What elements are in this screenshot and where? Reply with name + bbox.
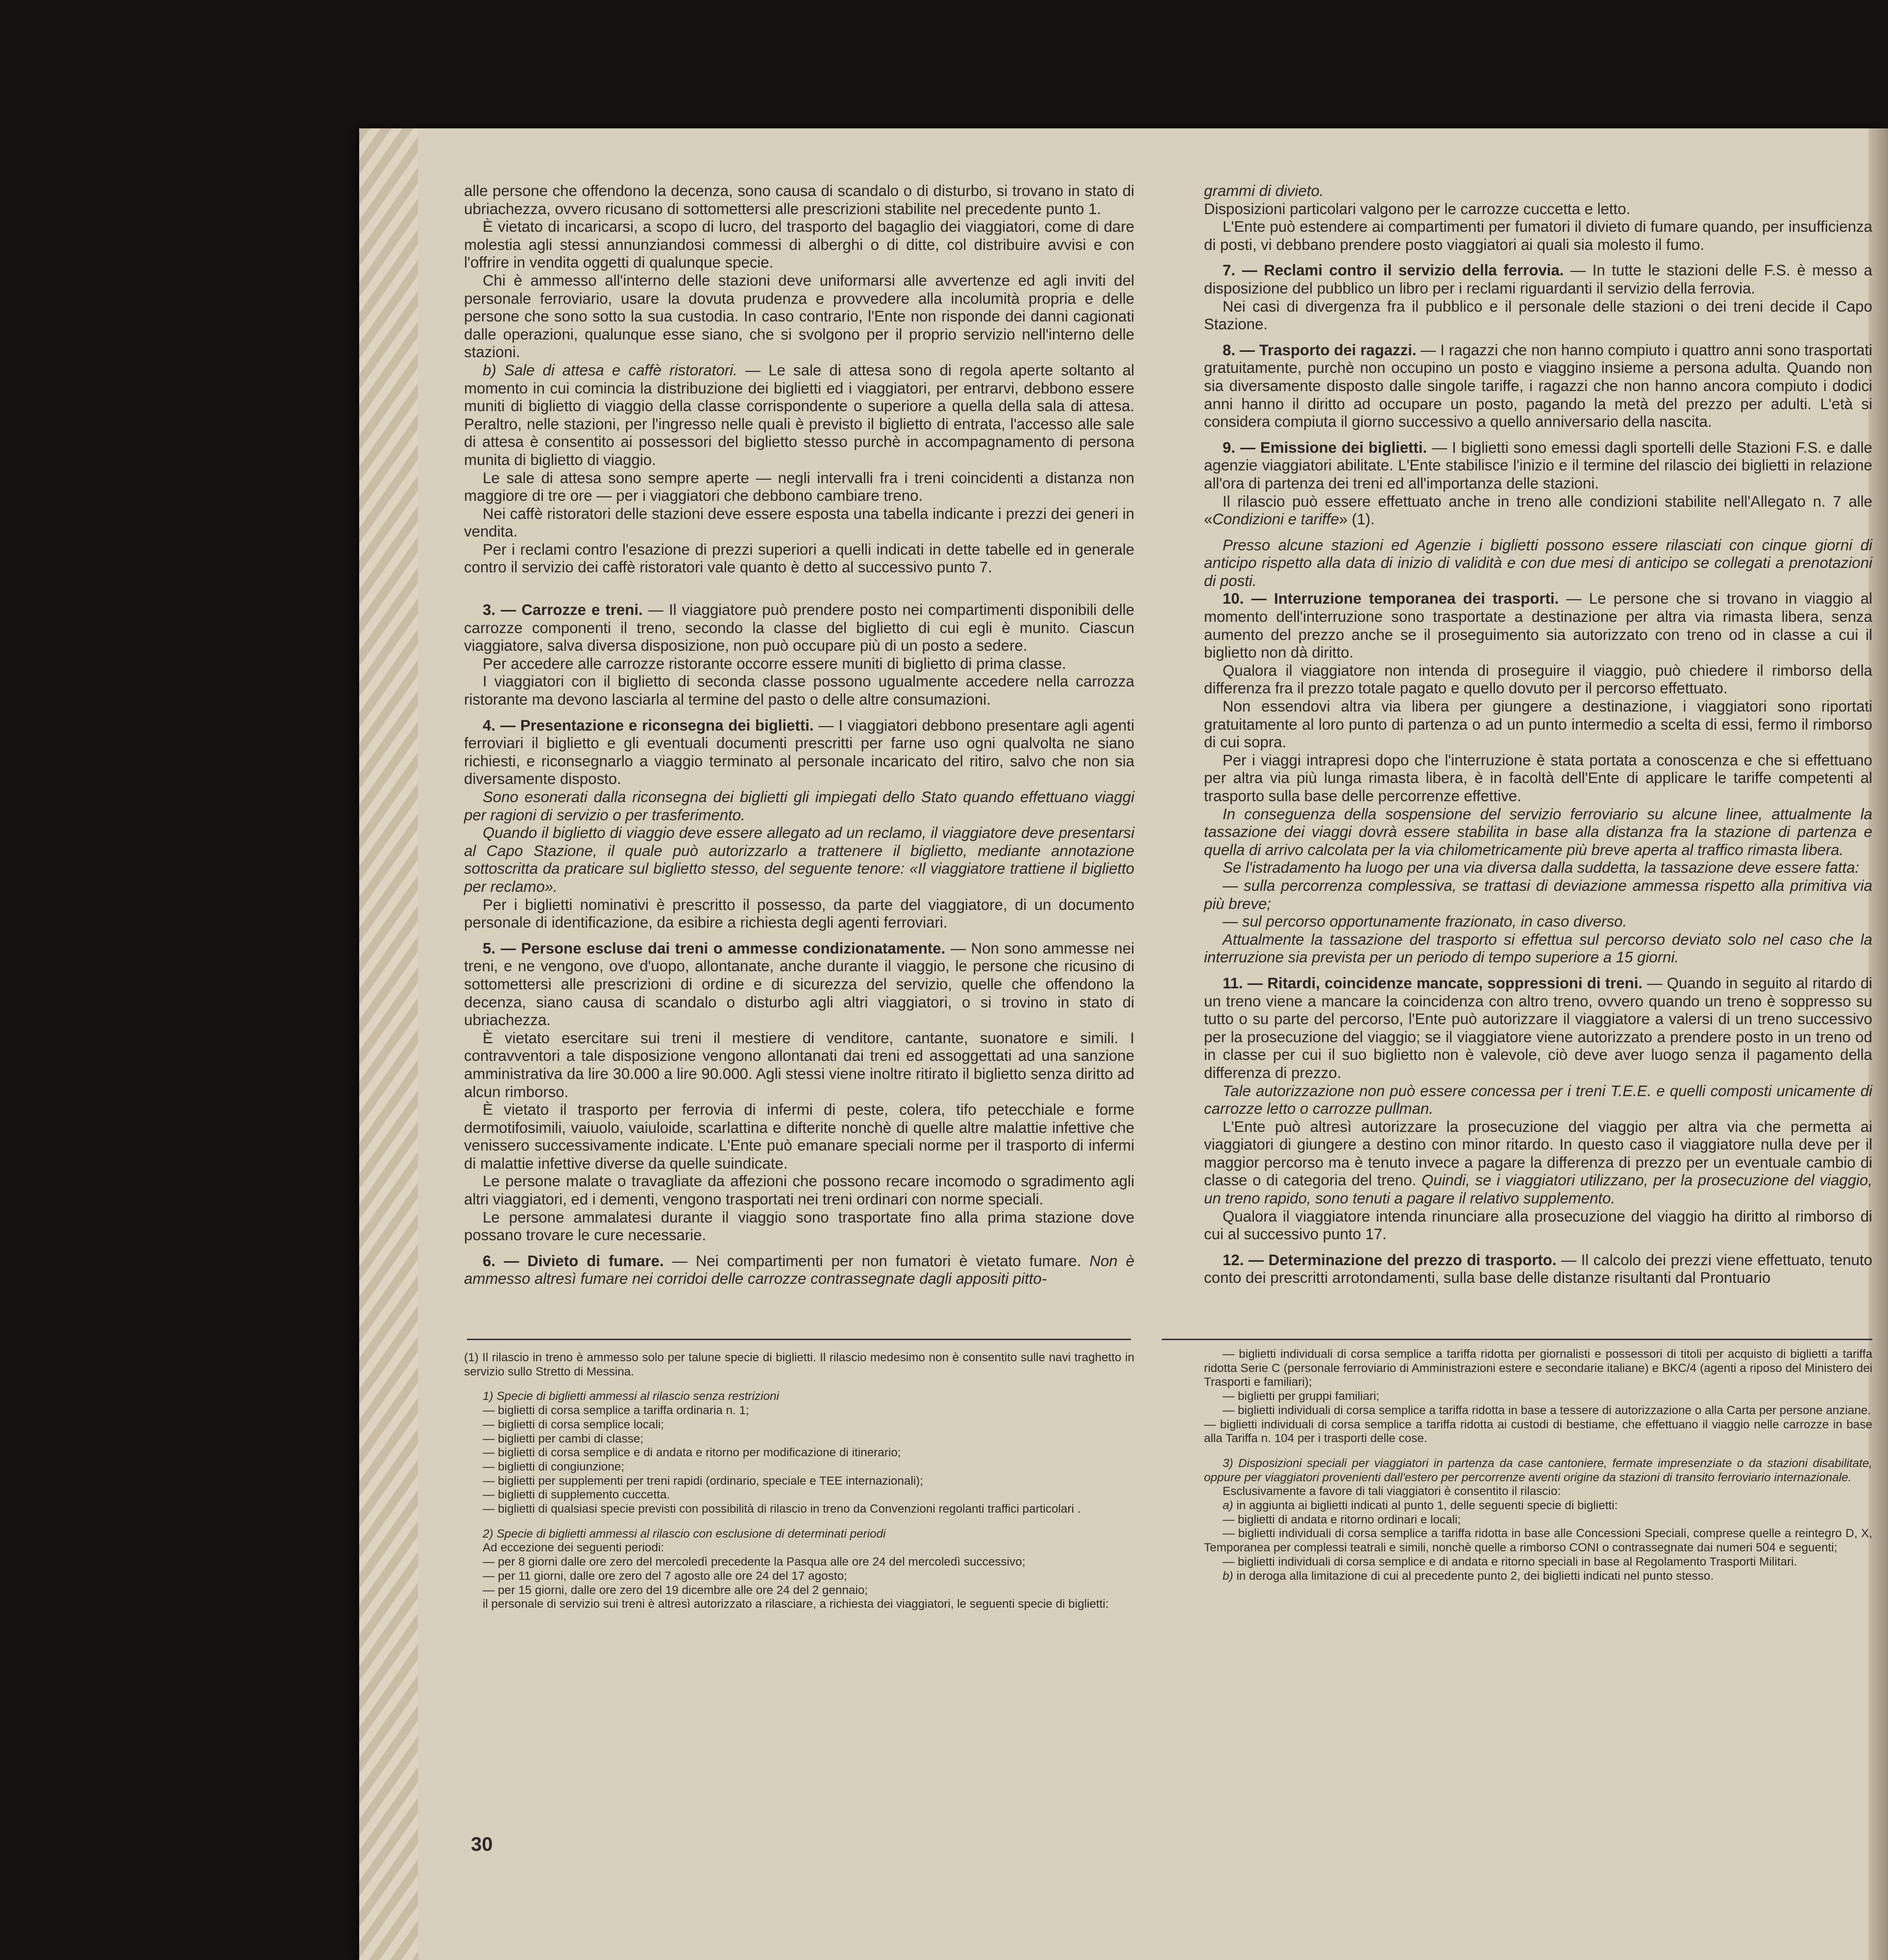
paragraph: (1) Il rilascio in treno è ammesso solo per talune specie di biglietti. Il rilascio medesimo non è consentito sulle navi traghetto in servizio sullo Stretto di Messina. <box>464 1351 1134 1378</box>
paragraph: 12. — Determinazione del prezzo di trasporto. — Il calcolo dei prezzi viene effettuato, tenuto conto dei prescritti arrotondamenti, sulla base delle distanze risultanti dal Prontuario <box>1204 1251 1872 1287</box>
footnotes-right <box>1204 1348 1872 1583</box>
paragraph: L'Ente può estendere ai compartimenti per fumatori il divieto di fumare quando, per insufficienza di posti, vi debbano prendere posto viaggiatori ai quali sia molesto il fumo. <box>1204 218 1872 253</box>
paragraph: L'Ente può altresì autorizzare la prosecuzione del viaggio per altra via che permetta ai viaggiatori di giungere a destino con minor ritardo. In questo caso il viaggiatore nulla deve per il maggior percorso ma è tenuto invece a pagare la differenza di prezzo per un eventuale cambio di classe o di categoria del treno. Quindi, se i viaggiatori utilizzano, per la prosecuzione del viaggio, un treno rapido, sono tenuti a pagare il relativo supplemento. <box>1204 1118 1872 1207</box>
paragraph: Esclusivamente a favore di tali viaggiatori è consentito il rilascio: <box>1223 1485 1561 1498</box>
paragraph: 10. — Interruzione temporanea dei trasporti. — Le persone che si trovano in viaggio al momento dell'interruzione sono trasportate a destinazione per altra via rimasta libera, senza aumento del prezzo anche se il proseguimento sia autorizzato con treno od in classe a cui il biglietto non dà diritto. <box>1204 590 1873 662</box>
paragraph: — biglietti di qualsiasi specie previsti con possibilità di rilascio in treno da Convenzioni regolanti traffici particolari . <box>483 1502 1081 1516</box>
page-number: 30 <box>471 1834 493 1855</box>
paragraph: — biglietti individuali di corsa semplice a tariffa ridotta in base a tessere di autorizzazione o alla Carta per persone anziane. <box>1223 1403 1871 1417</box>
paragraph: grammi di divieto. <box>1204 182 1324 199</box>
paragraph: Le persone ammalatesi durante il viaggio sono trasportate fino alla prima stazione dove possano trovare le cure necessarie. <box>464 1208 1134 1244</box>
paragraph: — biglietti di corsa semplice a tariffa ordinaria n. 1; <box>483 1404 749 1418</box>
paragraph: — biglietti individuali di corsa semplice a tariffa ridotta in base alle Concessioni Speciali, comprese quelle a reintegro D, X, Temporanea per complessi teatrali e simili, nonchè quelle a rimborso CONI o contrassegnate dai numeri 504 e seguenti; <box>1204 1527 1872 1555</box>
paragraph: 6. — Divieto di fumare. — Nei compartimenti per non fumatori è vietato fumare. Non è ammesso altresì fumare nei corridoi delle carrozze contrassegnate dagli appositi pitto- <box>464 1252 1134 1288</box>
paragraph: a) in aggiunta ai biglietti indicati al punto 1, delle seguenti specie di biglietti: <box>1223 1499 1618 1513</box>
paragraph: 9. — Emissione dei biglietti. — I biglietti sono emessi dagli sportelli delle Stazioni F.S. e dalle agenzie viaggiatori abilitate. L'Ente stabilisce l'inizio e il termine del rilascio dei biglietti in relazione all'ora di partenza dei treni ed all'importanza delle stazioni. <box>1204 439 1872 492</box>
paragraph: Le persone malate o travagliate da affezioni che possono recare incomodo o sgradimento agli altri viaggiatori, ed i dementi, vengono trasportati nei treni ordinari con norme speciali. <box>464 1173 1134 1208</box>
paragraph: Nei casi di divergenza fra il pubblico e il personale delle stazioni o dei treni decide il Capo Stazione. <box>1204 297 1872 333</box>
paragraph: 2) Specie di biglietti ammessi al rilascio con esclusione di determinati periodi <box>483 1527 886 1541</box>
paragraph: alle persone che offendono la decenza, sono causa di scandalo o di disturbo, si trovano in stato di ubriachezza, ovvero ricusano di sottomettersi alle prescrizioni stabilite nel precedente punto 1. <box>464 182 1134 218</box>
paragraph: — sul percorso opportunamente frazionato, in caso diverso. <box>1223 913 1627 931</box>
paragraph: Presso alcune stazioni ed Agenzie i biglietti possono essere rilasciati con cinque giorni di anticipo rispetto alla data di inizio di validità e con due mesi di anticipo se collegati a prenotazioni di posti. <box>1204 536 1872 589</box>
paragraph: È vietato di incaricarsi, a scopo di lucro, del trasporto del bagaglio dei viaggiatori, come di dare molestia agli stessi annunziandosi commessi di alberghi o di ditte, col distribuire avvisi e con l'offrire in vendita oggetti di qualunque specie. <box>464 218 1134 271</box>
paragraph: Qualora il viaggiatore intenda rinunciare alla prosecuzione del viaggio ha diritto al rimborso di cui al successivo punto 17. <box>1204 1207 1872 1243</box>
left-column <box>464 182 1134 1288</box>
paragraph: Qualora il viaggiatore non intenda di proseguire il viaggio, può chiedere il rimborso della differenza fra il prezzo totale pagato e quello dovuto per il percorso effettuato. <box>1204 662 1872 697</box>
paragraph: 8. — Trasporto dei ragazzi. — I ragazzi che non hanno compiuto i quattro anni sono trasportati gratuitamente, purchè non occupino un posto e viaggino insieme a persona adulta. Quando non sia diversamente disposto dalle singole tariffe, i ragazzi che non hanno ancora compiuto i dodici anni hanno il diritto ad occupare un posto, pagando la metà del prezzo per adulti. L'età si considera compiuta il giorno successivo a quello anniversario della nascita. <box>1204 341 1872 431</box>
paragraph: — biglietti individuali di corsa semplice a tariffa ridotta ai custodi di bestiame, che effettuano il viaggio nelle carrozze in base alla Tariffa n. 104 per i trasporti delle cose. <box>1204 1418 1872 1446</box>
paragraph: — biglietti per gruppi familiari; <box>1223 1390 1380 1403</box>
paragraph: Per accedere alle carrozze ristorante occorre essere muniti di biglietto di prima classe. <box>483 655 1066 672</box>
paragraph: — biglietti di andata e ritorno ordinari e locali; <box>1223 1513 1461 1526</box>
footnote-divider-right <box>1162 1339 1872 1340</box>
paragraph: 1) Specie di biglietti ammessi al rilascio senza restrizioni <box>483 1390 779 1403</box>
paragraph: In conseguenza della sospensione del servizio ferroviario su alcune linee, attualmente la tassazione dei viaggi dovrà essere stabilita in base alla distanza fra la stazione di partenza e quella di arrivo calcolata per la via chilometricamente più breve aperta al traffico rimasta libera. <box>1204 805 1872 858</box>
paragraph: Nei caffè ristoratori delle stazioni deve essere esposta una tabella indicante i prezzi dei generi in vendita. <box>464 505 1134 540</box>
paragraph: Quando il biglietto di viaggio deve essere allegato ad un reclamo, il viaggiatore deve presentarsi al Capo Stazione, il quale può autorizzarlo a trattenere il biglietto, mediante annotazione sottoscritta da praticare sul biglietto stesso, del seguente tenore: «Il viaggiatore trattiene il biglietto per reclamo». <box>464 824 1134 895</box>
paragraph: 3. — Carrozze e treni. — Il viaggiatore può prendere posto nei compartimenti disponibili delle carrozze componenti il treno, secondo la classe del biglietto di cui egli è munito. Ciascun viaggiatore, salva diversa disposizione, non può occupare più di un posto a sedere. <box>464 601 1134 655</box>
paragraph: 11. — Ritardi, coincidenze mancate, soppressioni di treni. — Quando in seguito al ritardo di un treno viene a mancare la coincidenza con altro treno, ovvero quando un treno è soppresso su tutto o su parte del percorso, l'Ente può autorizzare il viaggiatore a valersi di un treno successivo per la prosecuzione del viaggio; se il viaggiatore viene autorizzato a prendere posto in un treno od in classe per cui il suo biglietto non è valevole, ciò deve aver luogo senza il pagamento della differenza di prezzo. <box>1204 974 1872 1081</box>
paragraph: — sulla percorrenza complessiva, se trattasi di deviazione ammessa rispetto alla primitiva via più breve; <box>1204 877 1872 912</box>
paragraph: b) Sale di attesa e caffè ristoratori. — Le sale di attesa sono di regola aperte soltanto al momento in cui comincia la distribuzione dei biglietti ed i viaggiatori, per entrarvi, debbono essere muniti di biglietto di viaggio della classe corrispondente o superiore a quella della sala di attesa. Peraltro, nelle stazioni, per l'ingresso nelle quali è previsto il biglietto di entrata, l'accesso alle sale di attesa è consentito ai possessori del biglietto stesso purchè in accompagnamento di persona munita di biglietto di viaggio. <box>464 361 1134 468</box>
paragraph: — biglietti di corsa semplice locali; <box>483 1418 664 1431</box>
paragraph: — biglietti per supplementi per treni rapidi (ordinario, speciale e TEE internazionali); <box>483 1474 923 1488</box>
paragraph: Non essendovi altra via libera per giungere a destinazione, i viaggiatori sono riportati gratuitamente al loro punto di partenza o ad un punto intermedio a scelta di essi, fermo il rimborso di cui sopra. <box>1204 698 1872 751</box>
paragraph: Per i viaggi intrapresi dopo che l'interruzione è stata portata a conoscenza e che si effettuano per altra via più lunga rimasta libera, è in facoltà dell'Ente di applicare le tariffe competenti al trasporto sulla base delle percorrenze effettive. <box>1204 751 1872 805</box>
footnotes-left <box>464 1351 1134 1612</box>
paragraph: Per i biglietti nominativi è prescritto il possesso, da parte del viaggiatore, di un documento personale di identificazione, da esibire a richiesta degli agenti ferroviari. <box>464 896 1134 931</box>
paragraph: — biglietti individuali di corsa semplice e di andata e ritorno speciali in base al Regolamento Trasporti Militari. <box>1223 1555 1797 1568</box>
paragraph: Le sale di attesa sono sempre aperte — negli intervalli fra i treni coincidenti a distanza non maggiore di tre ore — per i viaggiatori che debbono cambiare treno. <box>464 469 1134 505</box>
paragraph: — per 15 giorni, dalle ore zero del 19 dicembre alle ore 24 del 2 gennaio; <box>483 1583 868 1597</box>
paragraph: il personale di servizio sui treni è altresì autorizzato a rilasciare, a richiesta dei viaggiatori, le seguenti specie di biglietti: <box>483 1597 1109 1611</box>
paragraph: Disposizioni particolari valgono per le carrozze cuccetta e letto. <box>1204 200 1631 218</box>
paragraph: Per i reclami contro l'esazione di prezzi superiori a quelli indicati in dette tabelle ed in generale contro il servizio dei caffè ristoratori vale quanto è detto al successivo punto 7. <box>464 540 1134 576</box>
paragraph: — biglietti per cambi di classe; <box>483 1432 644 1446</box>
paragraph: È vietato esercitare sui treni il mestiere di venditore, cantante, suonatore e simili. I contravventori a tale disposizione vengono allontanati dai treni ed assoggettati ad una sanzione amministrativa da lire 30.000 a lire 90.000. Agli stessi viene inoltre ritirato il biglietto senza diritto ad alcun rimborso. <box>464 1029 1134 1101</box>
paragraph: 3) Disposizioni speciali per viaggiatori in partenza da case cantoniere, fermate impresenziate o da stazioni disabilitate, oppure per viaggiatori provenienti dall'estero per percorrenze aventi origine da stazioni di transito ferroviario internazionale. <box>1204 1456 1872 1484</box>
footnote-divider-left <box>467 1339 1131 1340</box>
paragraph: — biglietti di congiunzione; <box>483 1460 625 1473</box>
paragraph: — per 11 giorni, dalle ore zero del 7 agosto alle ore 24 del 17 agosto; <box>483 1569 847 1583</box>
paragraph: Chi è ammesso all'interno delle stazioni deve uniformarsi alle avvertenze ed agli inviti del personale ferroviario, usare la dovuta prudenza e provvedere alla incolumità propria e delle persone che sono sotto la sua custodia. In caso contrario, l'Ente non risponde dei danni cagionati dalle operazioni, qualunque esse siano, che si svolgono per il proprio servizio nell'interno delle stazioni. <box>464 271 1134 361</box>
paragraph: Il rilascio può essere effettuato anche in treno alle condizioni stabilite nell'Allegato n. 7 alle «Condizioni e tariffe» (1). <box>1204 492 1872 528</box>
paragraph: — biglietti di supplemento cuccetta. <box>483 1488 670 1502</box>
right-column <box>1204 182 1872 1287</box>
paragraph: b) in deroga alla limitazione di cui al precedente punto 2, dei biglietti indicati nel punto stesso. <box>1223 1569 1714 1583</box>
page-binding-edge <box>359 128 418 1960</box>
paragraph: 7. — Reclami contro il servizio della ferrovia. — In tutte le stazioni delle F.S. è messo a disposizione del pubblico un libro per i reclami riguardanti il servizio della ferrovia. <box>1204 262 1872 297</box>
paragraph: Se l'istradamento ha luogo per una via diversa dalla suddetta, la tassazione deve essere fatta: <box>1223 859 1860 877</box>
paragraph: Ad eccezione dei seguenti periodi: <box>483 1541 664 1555</box>
paragraph: I viaggiatori con il biglietto di seconda classe possono ugualmente accedere nella carrozza ristorante ma devono lasciarla al termine del pasto o delle altre consumazioni. <box>464 673 1134 709</box>
paragraph: — per 8 giorni dalle ore zero del mercoledì precedente la Pasqua alle ore 24 del mercoledì successivo; <box>483 1555 1026 1569</box>
document-page <box>359 128 1888 1960</box>
paragraph: Attualmente la tassazione del trasporto si effettua sul percorso deviato solo nel caso che la interruzione sia prevista per un periodo di tempo superiore a 15 giorni. <box>1204 931 1872 966</box>
paragraph: — biglietti di corsa semplice e di andata e ritorno per modificazione di itinerario; <box>483 1446 901 1460</box>
paragraph: 5. — Persone escluse dai treni o ammesse condizionatamente. — Non sono ammesse nei treni, e ne vengono, ove d'uopo, allontanate, anche durante il viaggio, le persone che ricusino di sottomettersi alle prescrizioni di ordine e di sicurezza del servizio, quelle che offendono la decenza, siano causa di scandalo o disturbo agli altri viaggiatori, o si trovino in stato di ubriachezza. <box>464 939 1135 1029</box>
paragraph: Sono esonerati dalla riconsegna dei biglietti gli impiegati dello Stato quando effettuano viaggi per ragioni di servizio o per trasferimento. <box>464 788 1134 824</box>
paragraph: Tale autorizzazione non può essere concessa per i treni T.E.E. e quelli composti unicamente di carrozze letto o carrozze pullman. <box>1204 1082 1872 1118</box>
paragraph: — biglietti individuali di corsa semplice a tariffa ridotta per giornalisti e possessori di titoli per acquisto di biglietti a tariffa ridotta Serie C (personale ferroviario di Amministrazioni estere e secondarie italiane) e BKC/4 (agenti a riposo del Ministero dei Trasporti e familiari); <box>1204 1348 1872 1389</box>
paragraph: È vietato il trasporto per ferrovia di infermi di peste, colera, tifo petecchiale e forme dermotifosimili, vaiuolo, vaiuloide, scarlattina e difterite nonchè di quelle altre malattie infettive che venissero successivamente indicate. L'Ente può emanare speciali norme per il trasporto di infermi di malattie infettive diverse da quelle suindicate. <box>464 1101 1134 1172</box>
paragraph: 4. — Presentazione e riconsegna dei biglietti. — I viaggiatori debbono presentare agli agenti ferroviari il biglietto e gli eventuali documenti prescritti per farne uso ogni qualvolta ne siano richiesti, e riconsegnarlo a viaggio terminato al personale incaricato del ritiro, salvo che non sia diversamente disposto. <box>464 716 1134 788</box>
